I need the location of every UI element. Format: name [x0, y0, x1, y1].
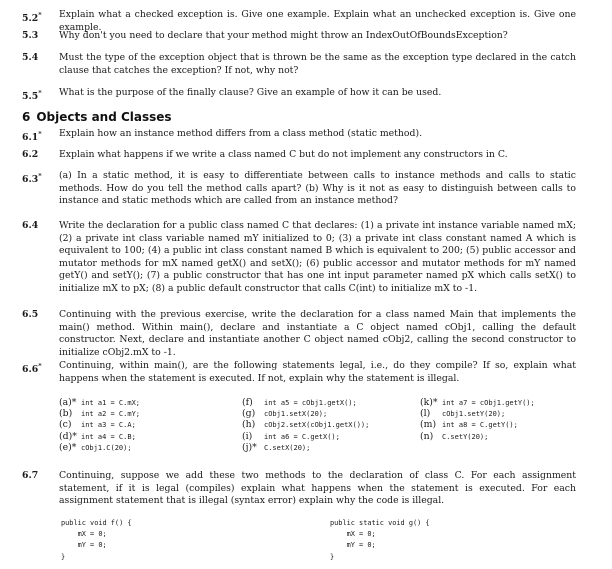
statement-item: (a)* int a1 = C.mX;	[59, 397, 141, 408]
statement-list	[0, 397, 612, 455]
question-number: 5.2*	[22, 11, 42, 25]
question-number: 6.2	[22, 149, 39, 160]
statement-column-1	[59, 397, 140, 453]
question-text: What is the purpose of the finally clause? Give an example of how it can be used.	[59, 87, 442, 98]
question-text: Must the type of the exception object that is thrown be the same as the exception type declared in the catch clause that catches the exception? If not, why not?	[59, 52, 576, 76]
statement-column-2	[242, 397, 369, 453]
statement-column-3	[420, 397, 535, 442]
question-number: 6.4	[22, 220, 39, 231]
statement-item: (g) cObj1.setX(20);	[242, 408, 328, 420]
question-number: 6.6*	[22, 362, 42, 376]
statement-item: (e)* cObj1.C(20);	[59, 441, 132, 453]
statement-item: (l) cObj1.setY(20);	[420, 408, 506, 420]
question-text: Continuing with the previous exercise, write the declaration for a class named Main that implements the main() method. Within main(), declare and instantiate a C object named cObj1, calling the default constructor. Next, declare and instantiate another C object named cObj2, calling the second constructor to initialize cObj2.mX to -1.	[59, 309, 576, 358]
question-text: Write the declaration for a public class named C that declares: (1) a private int instance variable named mX; (2) a private int class variable named mY initialized to 0; (3) a private int class constant named A which is equivalent to 100; (4) a public int class constant named B which is equivalent to 200; (5) public accessor and mutator methods for mX named getX() and setX(); (6) public accessor and mutator methods for mY named getY() and setY(); (7) a public constructor that has one int input parameter named pX which calls setX() to initialize mX to pX; (8) a public default constructor that calls C(int) to initialize mX to -1.	[59, 220, 576, 294]
question-text: Explain how an instance method differs from a class method (static method).	[59, 128, 423, 139]
statement-item: (b) int a2 = C.mY;	[59, 408, 141, 420]
question-text: Explain what happens if we write a class named C but do not implement any constructors in C.	[59, 149, 508, 160]
code-block-f: public void f() { mX = 0; mY = 0; }	[61, 519, 132, 561]
code-block-g: public static void g() { mX = 0; mY = 0; }	[330, 519, 430, 561]
statement-item: (k)* int a7 = cObj1.getY();	[420, 397, 535, 408]
question-text: (a) In a static method, it is easy to differentiate between calls to instance methods and calls to static methods. How do you tell the method calls apart? (b) Why is it not as easy to distinguish between calls to instance and static methods which are called from an instance method?	[59, 170, 576, 206]
statement-item: (d)* int a4 = C.B;	[59, 430, 136, 442]
question-number: 5.5*	[22, 89, 42, 103]
question-number: 6.7	[22, 470, 39, 481]
question-text: Why don't you need to declare that your method might throw an IndexOutOfBoundsException?	[59, 30, 508, 41]
question-number: 6.5	[22, 309, 39, 320]
statement-item: (f) int a5 = cObj1.getX();	[242, 397, 357, 408]
statement-item: (h) cObj2.setX(cObj1.getX());	[242, 419, 370, 431]
question-number: 6.3*	[22, 172, 42, 186]
section-heading: 6 Objects and Classes	[22, 110, 172, 124]
question-number: 5.4	[22, 52, 39, 63]
statement-item: (m) int a8 = C.getY();	[420, 419, 518, 431]
question-text: Continuing, suppose we add these two methods to the declaration of class C. For each assignment statement, if it is legal (compiles) explain what happens when the statement is executed. For each assignment statement that is illegal (syntax error) explain why the code is illegal.	[59, 470, 576, 506]
question-number: 5.3	[22, 30, 39, 41]
statement-item: (i) int a6 = C.getX();	[242, 430, 340, 442]
statement-item: (c) int a3 = C.A;	[59, 419, 136, 431]
question-text: Continuing, within main(), are the following statements legal, i.e., do they compile? If so, explain what happens when the statement is executed. If not, explain why the statement is illegal.	[59, 360, 576, 384]
statement-item: (j)* C.setX(20);	[242, 441, 311, 453]
statement-item: (n) C.setY(20);	[420, 430, 489, 442]
question-text: Explain what a checked exception is. Give one example. Explain what an unchecked exception is. Give one example.	[59, 9, 576, 33]
question-number: 6.1*	[22, 130, 42, 144]
